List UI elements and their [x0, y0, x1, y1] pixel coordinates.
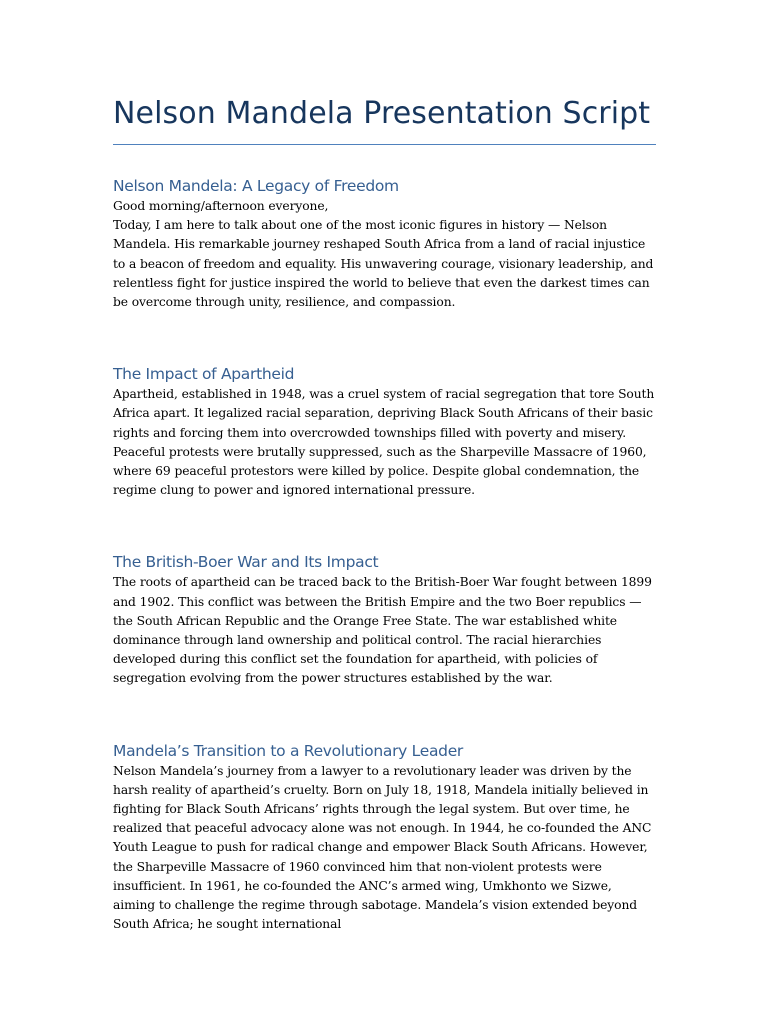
section-revolutionary-leader: [113, 740, 656, 935]
section-british-boer-war: [113, 551, 656, 688]
section-legacy-of-freedom: [113, 175, 656, 312]
section-heading: The British-Boer War and Its Impact: [113, 553, 379, 572]
section-heading: Mandela’s Transition to a Revolutionary Leader: [113, 741, 464, 760]
greeting-paragraph: Good morning/afternoon everyone,: [113, 199, 329, 213]
section-impact-of-apartheid: [113, 363, 656, 500]
body-paragraph: Apartheid, established in 1948, was a cruel system of racial segregation that tore South Africa apart. It legalized racial separation, depriving Black South Africans of their basic rights and forcing them into overcrowded townships filled with poverty and misery. Peaceful protests were brutally suppressed, such as the Sharpeville Massacre of 1960, where 69 peaceful protestors were killed by police. Despite global condemnation, the regime clung to power and ignored international pressure.: [113, 387, 655, 498]
body-paragraph: Nelson Mandela’s journey from a lawyer to a revolutionary leader was driven by the harsh reality of apartheid’s cruelty. Born on July 18, 1918, Mandela initially believed in fighting for Black South Africans’ rights through the legal system. But over time, he realized that peaceful advocacy alone was not enough. In 1944, he co-founded the ANC Youth League to push for radical change and empower Black South Africans. However, the Sharpeville Massacre of 1960 convinced him that non-violent protests were insufficient. In 1961, he co-founded the ANC’s armed wing, Umkhonto we Sizwe, aiming to challenge the regime through sabotage. Mandela’s vision extended beyond South Africa; he sought international: [113, 763, 652, 932]
section-heading: The Impact of Apartheid: [113, 365, 295, 384]
body-paragraph: Today, I am here to talk about one of the most iconic figures in history — Nelson Mandela. His remarkable journey reshaped South Africa from a land of racial injustice to a beacon of freedom and equality. His unwavering courage, visionary leadership, and relentless fight for justice inspired the world to believe that even the darkest times can be overcome through unity, resilience, and compassion.: [113, 218, 654, 310]
document-title: Nelson Mandela Presentation Script: [113, 90, 656, 145]
body-paragraph: The roots of apartheid can be traced back to the British-Boer War fought between 1899 and 1902. This conflict was between the British Empire and the two Boer republics — the South African Republic and the Orange Free State. The war established white dominance through land ownership and political control. The racial hierarchies developed during this conflict set the foundation for apartheid, with policies of segregation evolving from the power structures established by the war.: [113, 575, 652, 686]
section-heading: Nelson Mandela: A Legacy of Freedom: [113, 177, 399, 195]
